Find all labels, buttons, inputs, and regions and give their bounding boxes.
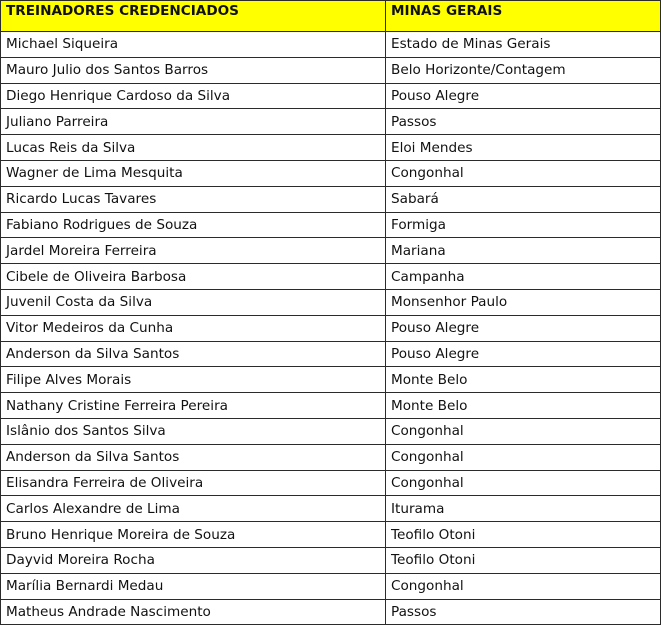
- trainer-city-cell: Pouso Alegre: [386, 315, 661, 341]
- table-row: [1, 547, 661, 573]
- table-row: [1, 367, 661, 393]
- trainer-name-cell: Diego Henrique Cardoso da Silva: [1, 83, 386, 109]
- table-row: [1, 109, 661, 135]
- trainer-city-cell: Passos: [386, 109, 661, 135]
- table-row: [1, 315, 661, 341]
- table-row: [1, 522, 661, 548]
- trainer-city-cell: Monsenhor Paulo: [386, 289, 661, 315]
- trainer-city-cell: Passos: [386, 599, 661, 625]
- trainer-city-cell: Sabará: [386, 186, 661, 212]
- table-row: [1, 496, 661, 522]
- table-row: [1, 238, 661, 264]
- table-row: [1, 135, 661, 161]
- trainer-city-cell: Monte Belo: [386, 367, 661, 393]
- trainer-name-cell: Wagner de Lima Mesquita: [1, 160, 386, 186]
- trainer-city-cell: Congonhal: [386, 573, 661, 599]
- trainer-city-cell: Eloi Mendes: [386, 135, 661, 161]
- table-row: [1, 341, 661, 367]
- trainer-name-cell: Anderson da Silva Santos: [1, 444, 386, 470]
- header-trainers: TREINADORES CREDENCIADOS: [1, 1, 386, 32]
- trainer-name-cell: Fabiano Rodrigues de Souza: [1, 212, 386, 238]
- trainer-city-cell: Estado de Minas Gerais: [386, 32, 661, 58]
- table-row: [1, 599, 661, 625]
- trainer-name-cell: Carlos Alexandre de Lima: [1, 496, 386, 522]
- trainer-city-cell: Monte Belo: [386, 393, 661, 419]
- trainer-city-cell: Teofilo Otoni: [386, 547, 661, 573]
- trainer-city-cell: Congonhal: [386, 444, 661, 470]
- table-row: [1, 57, 661, 83]
- trainer-city-cell: Pouso Alegre: [386, 341, 661, 367]
- trainer-name-cell: Elisandra Ferreira de Oliveira: [1, 470, 386, 496]
- trainer-name-cell: Vitor Medeiros da Cunha: [1, 315, 386, 341]
- table-row: [1, 444, 661, 470]
- table-row: [1, 289, 661, 315]
- trainer-name-cell: Juliano Parreira: [1, 109, 386, 135]
- trainer-city-cell: Formiga: [386, 212, 661, 238]
- trainer-name-cell: Lucas Reis da Silva: [1, 135, 386, 161]
- table-row: [1, 418, 661, 444]
- trainer-name-cell: Mauro Julio dos Santos Barros: [1, 57, 386, 83]
- table-row: [1, 186, 661, 212]
- trainer-name-cell: Dayvid Moreira Rocha: [1, 547, 386, 573]
- table-header: [1, 1, 661, 32]
- table-row: [1, 160, 661, 186]
- trainer-name-cell: Marília Bernardi Medau: [1, 573, 386, 599]
- trainer-city-cell: Teofilo Otoni: [386, 522, 661, 548]
- table-row: [1, 393, 661, 419]
- trainer-city-cell: Belo Horizonte/Contagem: [386, 57, 661, 83]
- table-row: [1, 470, 661, 496]
- table-row: [1, 264, 661, 290]
- table-row: [1, 32, 661, 58]
- trainer-city-cell: Campanha: [386, 264, 661, 290]
- header-row: [1, 1, 661, 32]
- trainer-city-cell: Pouso Alegre: [386, 83, 661, 109]
- trainer-name-cell: Filipe Alves Morais: [1, 367, 386, 393]
- trainer-city-cell: Iturama: [386, 496, 661, 522]
- table-row: [1, 573, 661, 599]
- trainer-city-cell: Congonhal: [386, 160, 661, 186]
- trainer-name-cell: Michael Siqueira: [1, 32, 386, 58]
- table-body: [1, 32, 661, 625]
- trainer-city-cell: Congonhal: [386, 470, 661, 496]
- trainer-name-cell: Anderson da Silva Santos: [1, 341, 386, 367]
- table-row: [1, 212, 661, 238]
- trainer-name-cell: Bruno Henrique Moreira de Souza: [1, 522, 386, 548]
- trainer-city-cell: Congonhal: [386, 418, 661, 444]
- trainer-name-cell: Matheus Andrade Nascimento: [1, 599, 386, 625]
- trainer-name-cell: Nathany Cristine Ferreira Pereira: [1, 393, 386, 419]
- trainer-name-cell: Juvenil Costa da Silva: [1, 289, 386, 315]
- table-row: [1, 83, 661, 109]
- trainer-name-cell: Islânio dos Santos Silva: [1, 418, 386, 444]
- trainer-city-cell: Mariana: [386, 238, 661, 264]
- trainer-name-cell: Cibele de Oliveira Barbosa: [1, 264, 386, 290]
- trainer-name-cell: Ricardo Lucas Tavares: [1, 186, 386, 212]
- header-state: MINAS GERAIS: [386, 1, 661, 32]
- trainer-name-cell: Jardel Moreira Ferreira: [1, 238, 386, 264]
